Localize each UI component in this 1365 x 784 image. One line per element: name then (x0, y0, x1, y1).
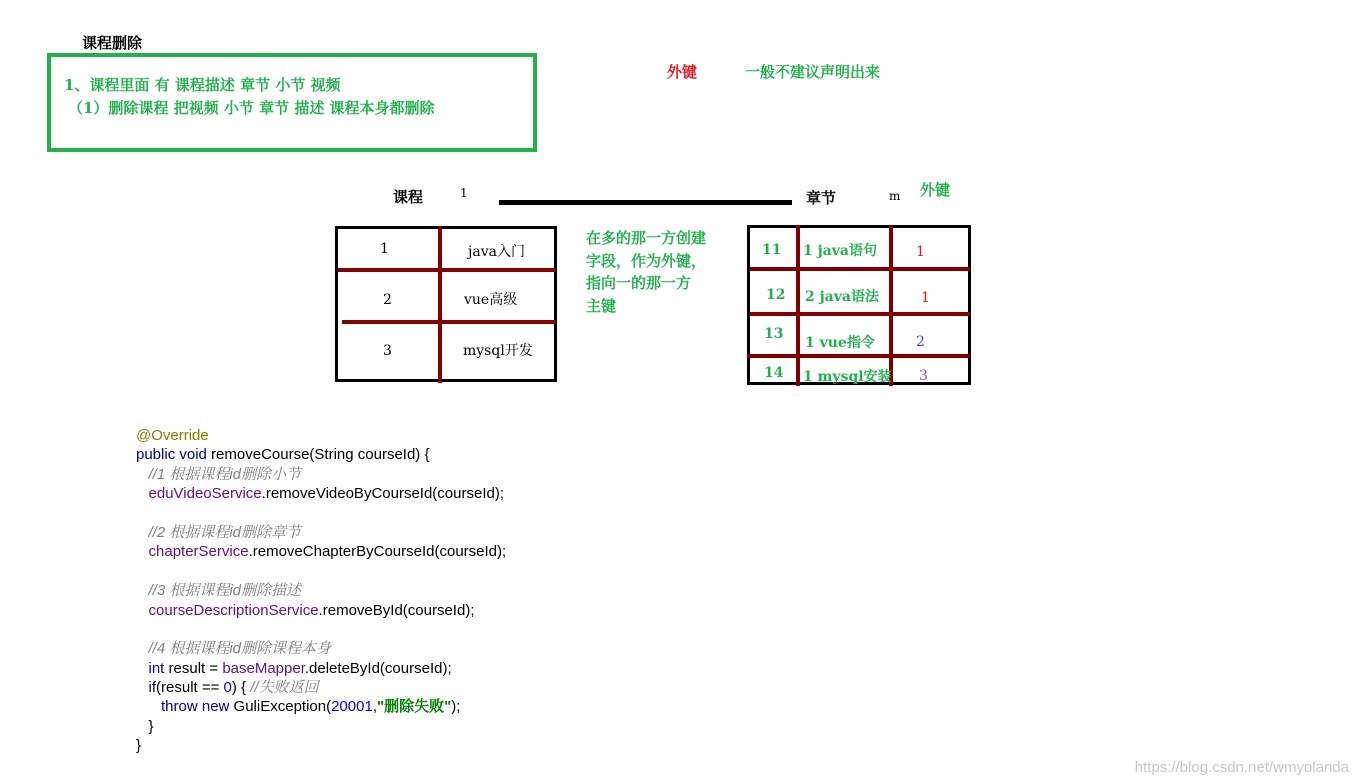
chapter-fk-cell: 2 (916, 334, 925, 350)
code-text: .deleteById(courseId); (304, 659, 452, 677)
code-comment: //3 根据课程id删除描述 (136, 582, 302, 600)
code-annotation: @Override (136, 427, 209, 444)
chapter-name-cell: 2 java语法 (805, 289, 879, 305)
course-name-cell: java入门 (468, 244, 525, 260)
code-comment: //2 根据课程id删除章节 (136, 523, 302, 541)
course-id-cell: 3 (383, 343, 392, 359)
chapter-entity-label: 章节 (806, 189, 837, 207)
chapter-table-col-divider (889, 225, 893, 386)
note-box (47, 53, 537, 152)
code-keyword: if (136, 679, 157, 697)
course-id-cell: 2 (383, 292, 392, 308)
chapter-fk-label: 外键 (920, 181, 951, 199)
course-id-cell: 1 (380, 241, 389, 257)
chapter-table-row-divider (750, 312, 970, 316)
code-text: .removeChapterByCourseId(courseId); (248, 543, 507, 561)
code-text: GuliException( (229, 698, 332, 716)
chapter-fk-cell: 1 (916, 244, 925, 260)
code-text: ); (451, 698, 461, 716)
course-table-row-divider (342, 320, 556, 324)
code-text: .removeById(courseId); (318, 601, 475, 619)
code-text: removeCourse(String courseId) { (206, 446, 430, 464)
foreign-key-note: 一般不建议声明出来 (745, 63, 881, 81)
code-field: chapterService (148, 543, 249, 561)
course-entity-label: 课程 (393, 188, 424, 206)
code-text: (result == (156, 679, 224, 697)
explanation-line: 指向一的那一方 (586, 274, 692, 292)
foreign-key-label: 外键 (667, 63, 698, 81)
code-number: 20001 (331, 698, 373, 716)
code-text: result = (164, 659, 223, 677)
watermark-text: https://blog.csdn.net/wmyolanda (1134, 759, 1349, 776)
code-text: , (372, 698, 377, 716)
chapter-table (747, 225, 971, 385)
code-string: "删除失败" (376, 698, 452, 716)
code-indent (136, 602, 149, 619)
page-title: 课程删除 (82, 34, 143, 52)
chapter-id-cell: 11 (762, 242, 782, 258)
relation-line (499, 200, 792, 205)
explanation-line: 在多的那一方创建 (586, 229, 707, 247)
chapter-name-cell: 1 java语句 (803, 243, 877, 259)
course-table-col-divider (438, 226, 442, 383)
code-text: .removeVideoByCourseId(courseId); (261, 485, 504, 503)
course-name-cell: vue高级 (464, 292, 518, 308)
explanation-line: 主键 (586, 296, 617, 315)
course-table (335, 226, 557, 382)
chapter-name-cell: 1 mysql安装 (803, 369, 892, 385)
code-field: eduVideoService (148, 485, 262, 503)
code-comment: //4 根据课程id删除课程本身 (136, 640, 332, 658)
foreign-key-explanation (586, 227, 706, 317)
chapter-id-cell: 14 (764, 365, 784, 381)
code-comment: //1 根据课程id删除小节 (136, 465, 302, 483)
code-number: 0 (223, 679, 232, 697)
chapter-id-cell: 12 (766, 287, 786, 303)
code-keyword: throw new (136, 698, 230, 716)
code-text: ) { (231, 679, 251, 697)
code-text: } (136, 717, 154, 735)
chapter-table-col-divider (796, 225, 800, 386)
course-name-cell: mysql开发 (463, 343, 533, 359)
chapter-name-cell: 1 vue指令 (805, 335, 875, 351)
code-comment: //失败返回 (250, 679, 319, 697)
code-block (136, 426, 506, 756)
chapter-id-cell: 13 (764, 326, 784, 342)
code-field: baseMapper (222, 659, 305, 677)
code-text: } (136, 737, 142, 755)
note-line-1: 1、课程里面 有 课程描述 章节 小节 视频 (64, 76, 341, 94)
code-keyword: int (136, 659, 165, 677)
course-table-row-divider (338, 268, 556, 272)
chapter-table-row-divider (747, 354, 970, 358)
chapter-table-row-divider (750, 267, 970, 271)
note-line-2: （1）删除课程 把视频 小节 章节 描述 课程本身都删除 (68, 99, 435, 117)
chapter-fk-cell: 3 (919, 368, 928, 384)
code-field: courseDescriptionService (148, 601, 319, 619)
code-indent (136, 543, 149, 560)
code-indent (136, 485, 149, 502)
code-keyword: public void (136, 446, 207, 464)
course-cardinality: 1 (460, 186, 468, 200)
chapter-cardinality: m (889, 189, 901, 203)
chapter-fk-cell: 1 (921, 290, 930, 306)
explanation-line: 字段，作为外键， (586, 251, 707, 270)
